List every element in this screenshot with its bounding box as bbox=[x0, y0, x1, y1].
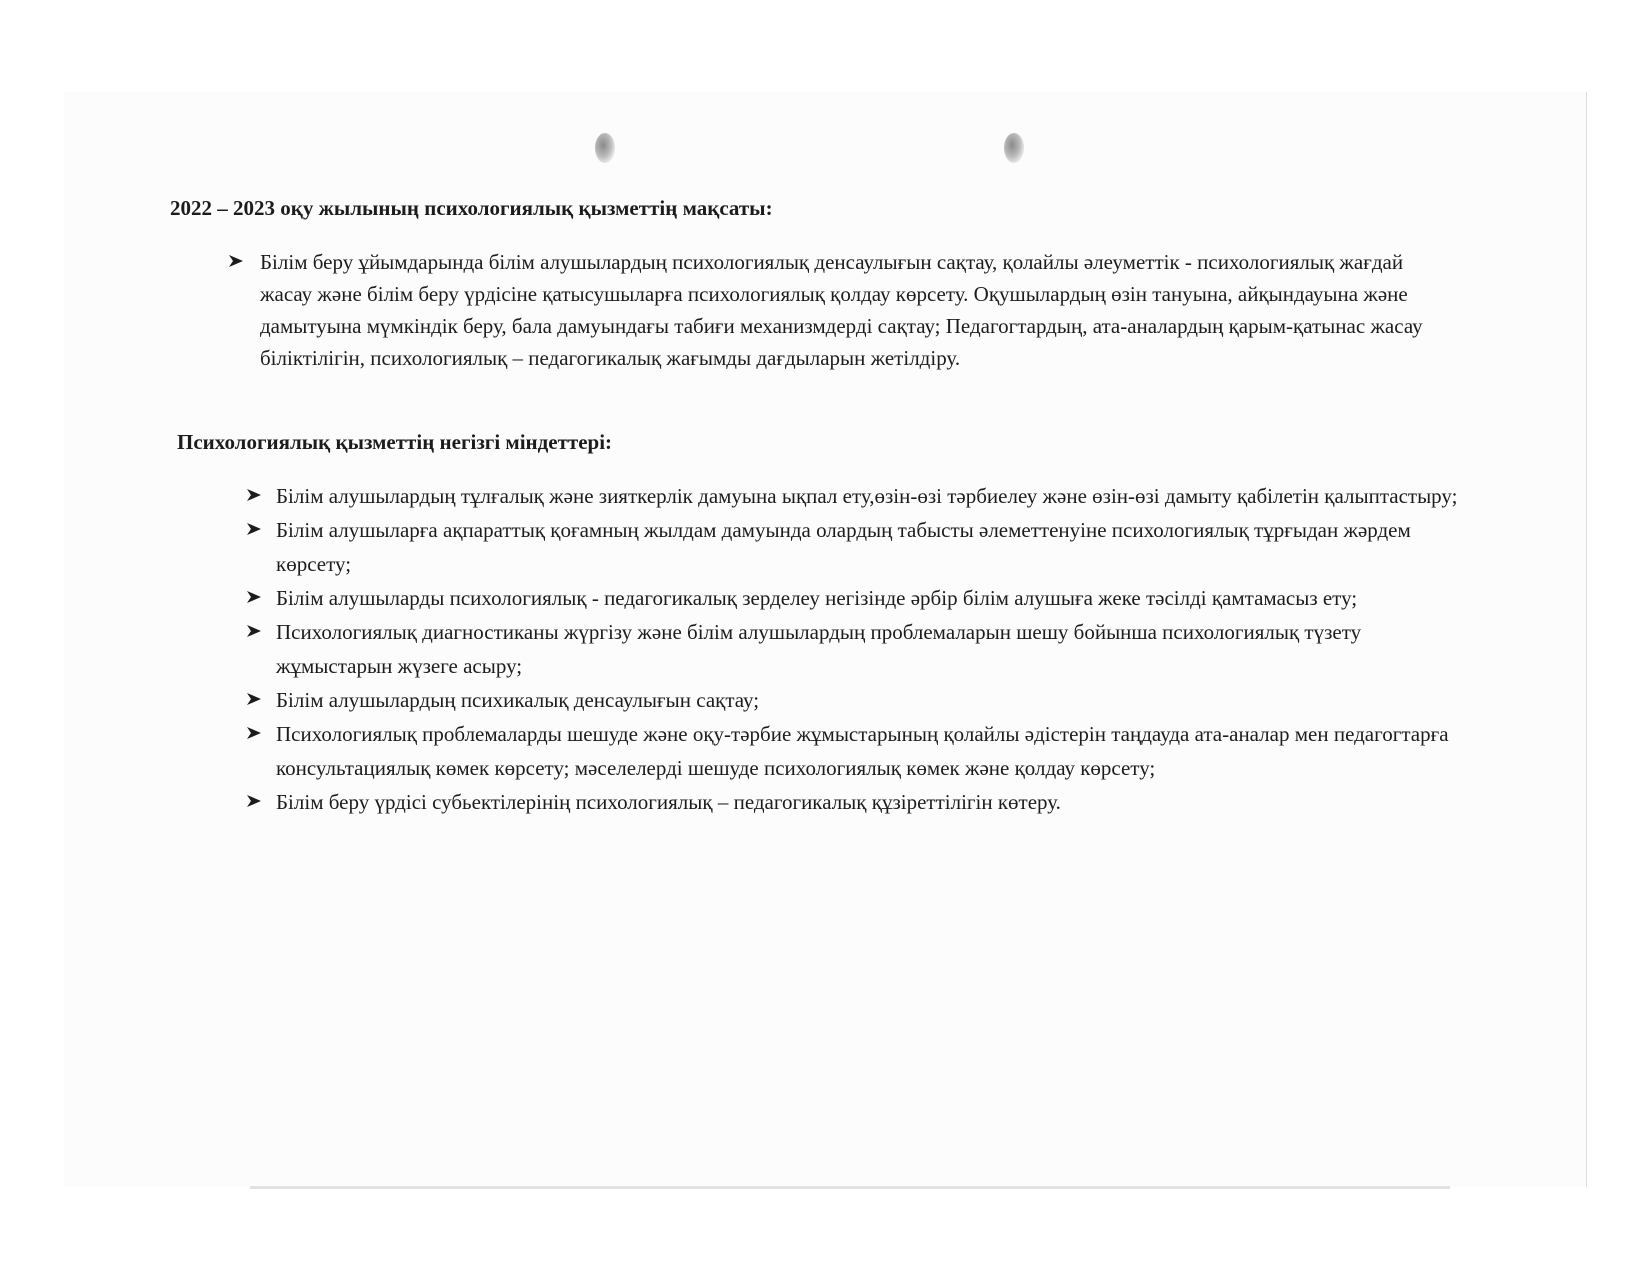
arrowhead-bullet-icon bbox=[226, 246, 248, 278]
tasks-heading: Психологиялық қызметтің негізгі міндеттері: bbox=[177, 430, 613, 454]
tasks-list bbox=[244, 479, 1464, 819]
list-item-text: Білім алушылардың тұлғалық және зияткерлік дамуына ықпал ету,өзін-өзі тәрбиелеу және өзін-өзі дамыту қабілетін қалыптастыру; bbox=[276, 484, 1458, 508]
list-item-text: Психологиялық проблемаларды шешуде және оқу-тәрбие жұмыстарының қолайлы әдістерін таңдауда ата-аналар мен педагогтарға консультациялық көмек көрсету; мәселелерді шешуде психологиялық көмек және қолдау көрсету; bbox=[276, 722, 1449, 780]
list-item bbox=[244, 479, 1464, 513]
list-item-text: Білім алушылардың психикалық денсаулығын сақтау; bbox=[276, 688, 760, 712]
goal-section bbox=[226, 246, 1426, 374]
arrowhead-bullet-icon bbox=[244, 581, 266, 615]
arrowhead-bullet-icon bbox=[244, 785, 266, 819]
arrowhead-bullet-icon bbox=[244, 717, 266, 751]
goal-heading: 2022 – 2023 оқу жылының психологиялық қызметтің мақсаты: bbox=[170, 196, 773, 220]
list-item-text: Білім алушыларды психологиялық - педагогикалық зерделеу негізінде әрбір білім алушыға жеке тәсілді қамтамасыз ету; bbox=[276, 586, 1358, 610]
list-item bbox=[244, 581, 1464, 615]
list-item bbox=[244, 785, 1464, 819]
arrowhead-bullet-icon bbox=[244, 615, 266, 649]
punch-hole-icon bbox=[595, 133, 615, 163]
goal-list bbox=[226, 246, 1426, 374]
arrowhead-bullet-icon bbox=[244, 513, 266, 547]
list-item-text: Білім беру ұйымдарында білім алушылардың психологиялық денсаулығын сақтау, қолайлы әлеуметтік - психологиялық жағдай жасау және білім беру үрдісіне қатысушыларға психологиялық қолдау көрсету. Оқушылардың өзін тануына, айқындауына және дамытуына мүмкіндік беру, бала дамуындағы табиғи механизмдерді сақтау; Педагогтардың, ата-аналардың қарым-қатынас жасау біліктілігін, психологиялық – педагогикалық жағымды дағдыларын жетілдіру. bbox=[260, 250, 1423, 370]
page-edge-shadow bbox=[250, 1186, 1450, 1189]
arrowhead-bullet-icon bbox=[244, 479, 266, 513]
list-item-text: Психологиялық диагностиканы жүргізу және білім алушылардың проблемаларын шешу бойынша психологиялық түзету жұмыстарын жүзеге асыру; bbox=[276, 620, 1362, 678]
list-item bbox=[244, 717, 1464, 785]
list-item bbox=[244, 683, 1464, 717]
list-item bbox=[244, 513, 1464, 581]
list-item-text: Білім алушыларға ақпараттық қоғамның жылдам дамуында олардың табысты әлеметтенуіне психологиялық тұрғыдан жәрдем көрсету; bbox=[276, 518, 1411, 576]
list-item bbox=[226, 246, 1426, 374]
arrowhead-bullet-icon bbox=[244, 683, 266, 717]
list-item-text: Білім беру үрдісі субьектілерінің психологиялық – педагогикалық құзіреттілігін көтеру. bbox=[276, 790, 1061, 814]
punch-hole-icon bbox=[1004, 133, 1024, 163]
tasks-section bbox=[244, 479, 1464, 819]
list-item bbox=[244, 615, 1464, 683]
